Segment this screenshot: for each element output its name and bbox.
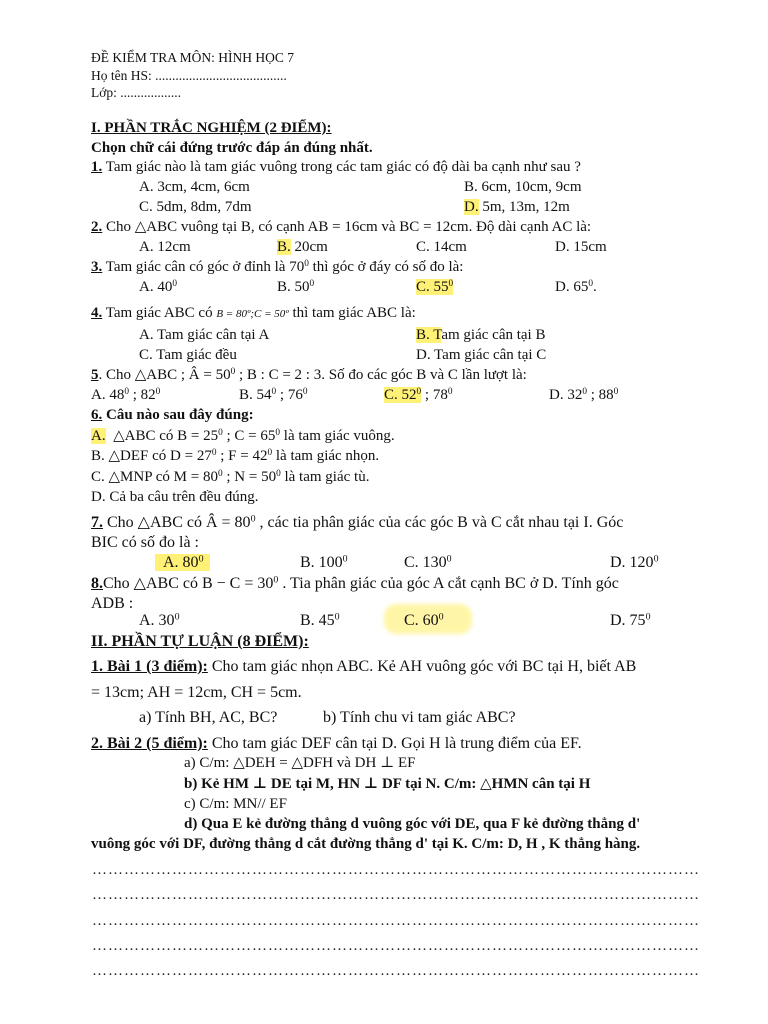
q2-option-d: D. 15cm: [555, 239, 607, 255]
question-7: 7. Cho △ABC có Â = $80^0$ , các tia phân giác của các góc B và C cắt nhau tại I. Góc: [91, 513, 624, 531]
exercise-2-d-line2: vuông góc với DF, đường thẳng d cắt đường thẳng d' tại K. C/m: D, H , K thẳng hàng.: [91, 836, 641, 852]
part1-heading: I. PHẦN TRẮC NGHIỆM (2 ĐIỂM):: [91, 120, 332, 136]
question-4: 4. Tam giác ABC có B = 80º;C = 50º thì tam giác ABC là:: [91, 305, 416, 321]
angle-condition: B = 80º;C = 50º: [216, 308, 289, 320]
exercise-1-a: a) Tính BH, AC, BC?: [139, 709, 278, 726]
q5-option-a: A. $48^0$ ; $82^0$: [91, 386, 161, 403]
question-number: 6.: [91, 407, 103, 423]
q4-option-c: C. Tam giác đều: [139, 347, 237, 363]
exercise-1-b: b) Tính chu vi tam giác ABC?: [323, 709, 516, 726]
question-number: 3.: [91, 259, 103, 275]
exercise-2: 2. Bài 2 (5 điểm): Cho tam giác DEF cân tại D. Gọi H là trung điểm của EF.: [91, 735, 582, 752]
q3-option-c: [416, 280, 453, 295]
part1-instruction: Chọn chữ cái đứng trước đáp án đúng nhất.: [91, 140, 373, 156]
q3-option-b: B. $50^0$: [277, 278, 315, 295]
q1-option-c: C. 5dm, 8dm, 7dm: [139, 199, 252, 215]
q1-option-d: D. 5m, 13m, 12m: [464, 199, 570, 215]
exercise-label: 2. Bài 2 (5 điểm):: [91, 735, 208, 752]
answer-highlight: C. $52^0$: [384, 386, 422, 403]
q4-option-a: A. Tam giác cân tại A: [139, 327, 270, 343]
question-number: 7.: [91, 514, 103, 531]
exercise-2-c: c) C/m: MN// EF: [184, 796, 287, 812]
question-number: 2.: [91, 219, 103, 235]
q2-option-b: B. 20cm: [277, 239, 328, 255]
answer-highlight: B.: [277, 239, 291, 255]
question-3: 3. Tam giác cân có góc ở đỉnh là $70^0$ thì góc ở đáy có số đo là:: [91, 258, 464, 275]
question-8: 8.Cho △ABC có $B - C = 30^0$ . Tia phân giác của góc A cắt cạnh BC ở D. Tính góc: [91, 574, 619, 592]
class-line: Lớp: ..................: [91, 85, 182, 100]
q7-option-d: D. $120^0$: [610, 553, 659, 571]
q5-option-d: D. $32^0$ ; $88^0$: [549, 386, 619, 403]
question-6: 6. Câu nào sau đây đúng:: [91, 407, 254, 423]
exam-title: ĐỀ KIỂM TRA MÔN: HÌNH HỌC 7: [91, 50, 295, 65]
question-number: 8.: [91, 575, 103, 592]
q7-option-b: B. $100^0$: [300, 553, 348, 571]
q8-option-a: A. $30^0$: [139, 611, 180, 629]
q1-option-b: B. 6cm, 10cm, 9cm: [464, 179, 582, 195]
answer-line: ……………………………………………………………………………………………………: [92, 917, 700, 925]
exercise-2-a: a) C/m: △DEH = △DFH và DH ⊥ EF: [184, 755, 416, 771]
q6-option-a: A. △ABC có $B = 25^0$ ; $C = 65^0$ là tam giác vuông.: [91, 427, 395, 444]
answer-highlight: B. T: [416, 327, 442, 343]
q2-option-a: A. 12cm: [139, 239, 191, 255]
answer-highlight: D.: [464, 199, 479, 215]
question-number: 5: [91, 367, 99, 383]
q3-option-d: D. $65^0$.: [555, 278, 597, 295]
exercise-1-line2: = 13cm; AH = 12cm, CH = 5cm.: [91, 684, 302, 701]
answer-highlight: A. $80^0$: [155, 554, 210, 571]
exercise-label: 1. Bài 1 (3 điểm):: [91, 658, 208, 675]
q5-option-b: B. $54^0$ ; $76^0$: [239, 386, 308, 403]
question-number: 4.: [91, 305, 103, 321]
q2-option-c: C. 14cm: [416, 239, 467, 255]
q6-option-d: D. Cả ba câu trên đều đúng.: [91, 489, 259, 505]
answer-highlight: A.: [91, 428, 106, 444]
exercise-2-b: b) Kẻ HM ⊥ DE tại M, HN ⊥ DF tại N. C/m: △HMN cân tại H: [184, 776, 591, 792]
q7-option-a: [155, 555, 210, 571]
exercise-2-d: d) Qua E kẻ đường thẳng d vuông góc với DE, qua F kẻ đường thẳng d': [184, 816, 641, 832]
question-7-line2: BIC có số đo là :: [91, 534, 199, 551]
question-2: [91, 220, 591, 235]
q8-option-c: C. $60^0$: [404, 611, 444, 629]
answer-line: ……………………………………………………………………………………………………: [92, 967, 700, 975]
question-5: 5. Cho △ABC ; Â = $50^0$ ; B : C = 2 : 3. Số đo các góc B và C lần lượt là:: [91, 366, 527, 383]
question-1: [91, 160, 581, 175]
question-text: Tam giác nào là tam giác vuông trong các tam giác có độ dài ba cạnh như sau ?: [102, 159, 581, 175]
question-text: Cho △ABC vuông tại B, có cạnh AB = 16cm và BC = 12cm. Độ dài cạnh AC là:: [102, 219, 592, 235]
answer-line: ……………………………………………………………………………………………………: [92, 942, 700, 950]
q8-option-b: B. $45^0$: [300, 611, 340, 629]
q5-option-c: C. $52^0$ ; $78^0$: [384, 386, 453, 403]
question-8-line2: ADB :: [91, 595, 134, 612]
q7-option-c: C. $130^0$: [404, 553, 452, 571]
student-name-line: Họ tên HS: .......................................: [91, 68, 287, 83]
q4-option-d: D. Tam giác cân tại C: [416, 347, 547, 363]
q8-option-d: D. $75^0$: [610, 611, 651, 629]
part2-heading: II. PHẦN TỰ LUẬN (8 ĐIỂM):: [91, 633, 309, 650]
q4-option-b: B. Tam giác cân tại B: [416, 327, 546, 343]
answer-highlight: C. $55^0$: [416, 278, 454, 295]
exercise-1: 1. Bài 1 (3 điểm): Cho tam giác nhọn ABC. Kẻ AH vuông góc với BC tại H, biết AB: [91, 658, 637, 675]
q3-option-a: A. $40^0$: [139, 278, 177, 295]
q6-option-b: B. △DEF có $D = 27^0$ ; $F = 42^0$ là tam giác nhọn.: [91, 447, 380, 464]
answer-line: ……………………………………………………………………………………………………: [92, 891, 700, 899]
q6-option-c: C. △MNP có $M = 80^0$ ; $N = 50^0$ là tam giác tù.: [91, 468, 370, 485]
answer-line: ……………………………………………………………………………………………………: [92, 866, 700, 874]
question-number: 1.: [91, 159, 103, 175]
q1-option-a: A. 3cm, 4cm, 6cm: [139, 179, 250, 195]
